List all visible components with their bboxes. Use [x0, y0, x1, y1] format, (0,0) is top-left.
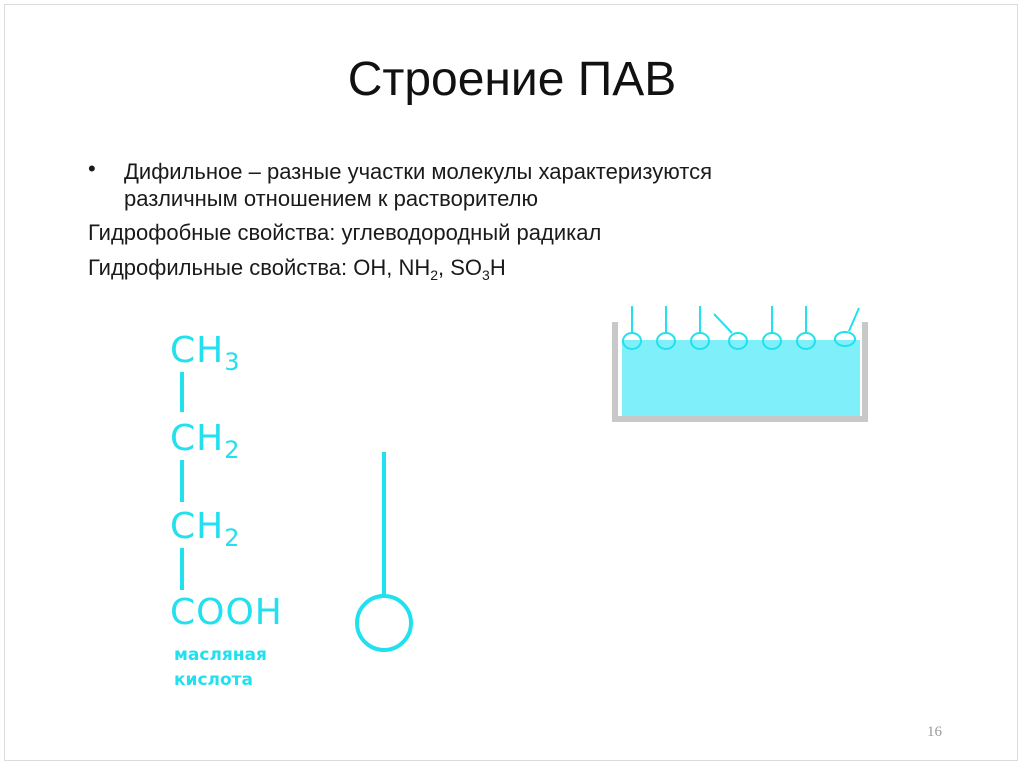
hydrophilic-head — [357, 596, 411, 650]
bond-line-1 — [180, 372, 184, 412]
page-number: 16 — [927, 724, 942, 740]
acid-label-line-1: масляная — [174, 645, 267, 665]
bond-line-3 — [180, 548, 184, 590]
molecule-tail — [849, 308, 859, 331]
hydrophobic-properties-text: Гидрофобные свойства: углеводородный радикал — [88, 220, 602, 245]
bullet-text-line-1: Дифильное – разные участки молекулы характеризуются — [124, 159, 712, 184]
molecule-tail — [714, 314, 732, 333]
hydrophilic-properties-text: Гидрофильные свойства: OH, $NH_2$, $SO_3H$ — [88, 255, 506, 283]
water-fill — [622, 340, 860, 416]
slide-title: Строение ПАВ — [347, 53, 677, 106]
bullet-icon: • — [88, 156, 96, 181]
formula-ch2-lower: $CH_2$ — [170, 506, 241, 552]
formula-ch3: $CH_3$ — [170, 330, 241, 376]
surfactant-molecule-diagram — [340, 440, 430, 660]
formula-cooh: COOH — [170, 592, 283, 633]
bond-line-2 — [180, 460, 184, 502]
bullet-text-line-2: различным отношением к растворителю — [124, 186, 539, 211]
monolayer-diagram — [606, 300, 876, 426]
formula-ch2-upper: $CH_2$ — [170, 418, 241, 464]
acid-label-line-2: кислота — [174, 670, 253, 690]
